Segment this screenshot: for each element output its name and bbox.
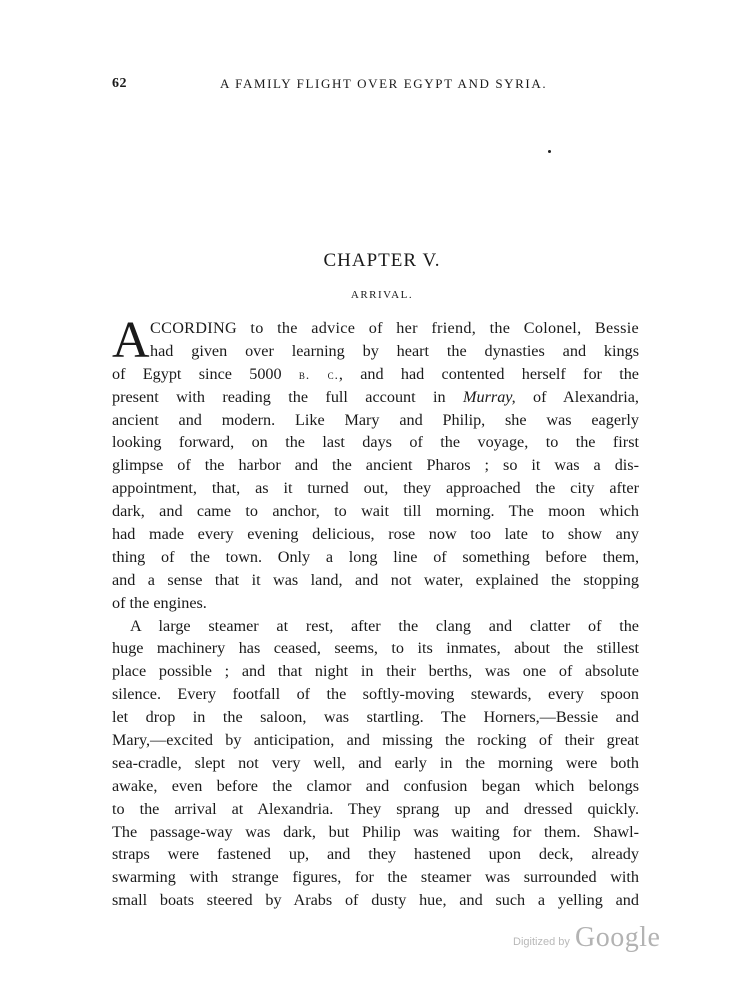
text-line: sea-cradle, slept not very well, and early in the morning were both: [112, 753, 639, 772]
google-watermark: [513, 922, 673, 958]
italic-title: Murray,: [463, 387, 516, 406]
text-line: to the arrival at Alexandria. They sprang up and dressed quickly.: [112, 799, 639, 818]
page-number: 62: [112, 76, 127, 91]
text-line: CCORDING to the advice of her friend, the Colonel, Bessie: [150, 319, 639, 337]
text-line: huge machinery has ceased, seems, to its inmates, about the stillest: [112, 639, 639, 658]
text-line: Mary,—excited by anticipation, and missing the rocking of their great: [112, 731, 639, 750]
text-segment: , and had contented herself for the: [338, 364, 639, 383]
text-line: looking forward, on the last days of the voyage, to the first: [112, 433, 639, 452]
text-line: had made every evening delicious, rose now too late to show any: [112, 525, 639, 544]
text-line: silence. Every footfall of the softly-moving stewards, every spoon: [112, 685, 639, 704]
text-line: place possible ; and that night in their berths, was one of absolute: [112, 662, 639, 681]
text-line: glimpse of the harbor and the ancient Pharos ; so it was a dis-: [112, 456, 639, 475]
chapter-title: CHAPTER V.: [323, 250, 441, 271]
text-line: The passage-way was dark, but Philip was waiting for them. Shawl-: [112, 822, 639, 841]
text-line: [112, 363, 639, 386]
text-line: [112, 386, 639, 409]
text-segment: of Alexandria,: [515, 387, 639, 406]
text-line: of the engines.: [112, 593, 207, 612]
ink-speck: [548, 150, 551, 153]
text-line: let drop in the saloon, was startling. The Horners,—Bessie and: [112, 708, 639, 727]
text-line: and a sense that it was land, and not water, explained the stopping: [112, 570, 639, 589]
text-line: ancient and modern. Like Mary and Philip, she was eagerly: [112, 410, 639, 429]
text-line: small boats steered by Arabs of dusty hue, and such a yelling and: [112, 891, 639, 910]
chapter-subtitle: ARRIVAL.: [350, 289, 414, 301]
text-line: dark, and came to anchor, to wait till morning. The moon which: [112, 502, 639, 521]
text-line: straps were fastened up, and they hastened upon deck, already: [112, 845, 639, 864]
body-text: [112, 312, 639, 912]
text-line: A large steamer at rest, after the clang and clatter of the: [130, 616, 639, 635]
text-line: had given over learning by heart the dynasties and kings: [150, 341, 639, 360]
watermark-prefix: Digitized by: [513, 936, 570, 948]
text-line: appointment, that, as it turned out, they approached the city after: [112, 479, 639, 498]
running-title: A FAMILY FLIGHT OVER EGYPT AND SYRIA.: [220, 76, 548, 91]
text-segment: of Egypt since 5000: [112, 364, 299, 383]
text-line: awake, even before the clamor and confusion began which belongs: [112, 776, 639, 795]
running-head: [112, 76, 642, 98]
google-logo: Google: [575, 922, 661, 953]
text-line: thing of the town. Only a long line of something before them,: [112, 547, 639, 566]
small-caps-abbrev: b. c.: [298, 366, 339, 382]
text-segment: present with reading the full account in: [112, 387, 464, 406]
drop-cap: A: [112, 312, 150, 369]
text-line: swarming with strange figures, for the steamer was surrounded with: [112, 868, 639, 887]
